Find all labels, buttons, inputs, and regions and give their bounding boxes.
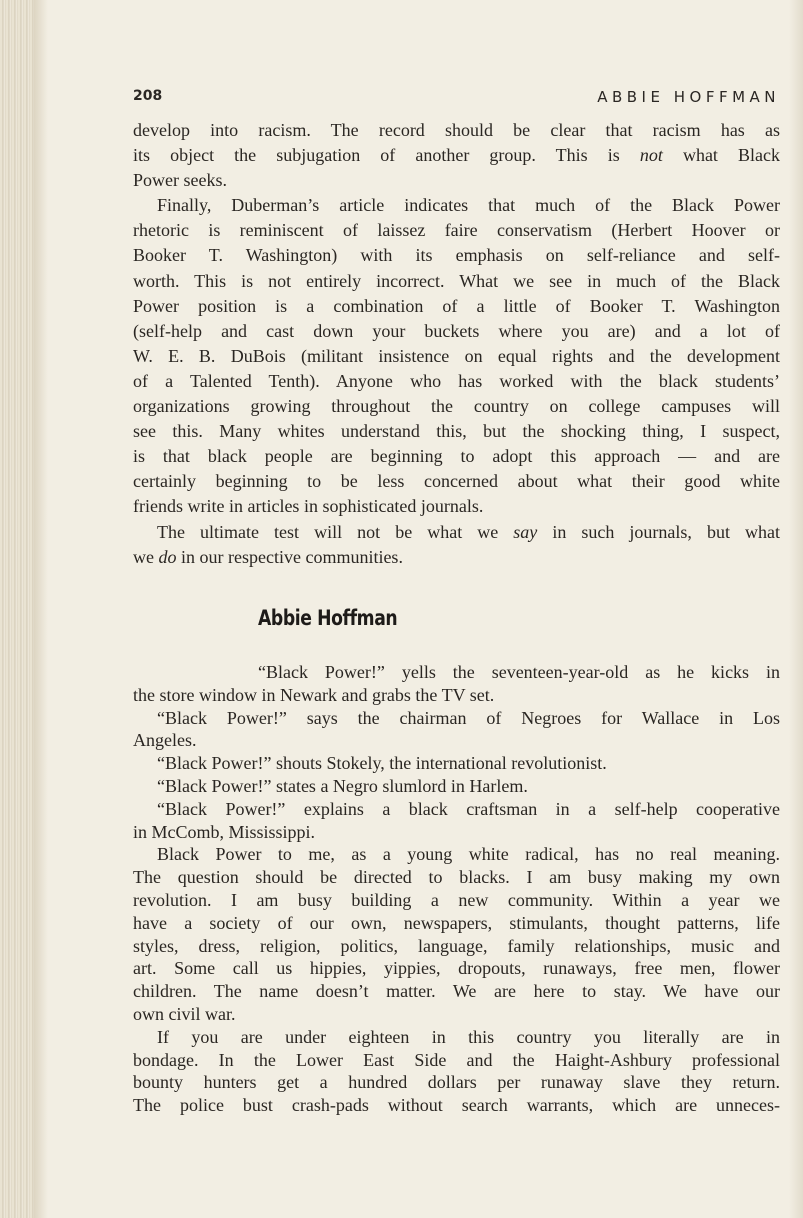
text-span: in such journals, but what	[537, 521, 780, 542]
text-line: revolution. I am busy building a new community. Within a year we	[133, 889, 780, 910]
section-heading: Abbie Hoffman	[258, 606, 398, 630]
text-line	[133, 545, 780, 570]
text-line: see this. Many whites understand this, but the shocking thing, I suspect,	[133, 421, 780, 442]
text-span: what Black	[662, 145, 780, 166]
text-line: “Black Power!” yells the seventeen-year-old as he kicks in	[258, 662, 780, 682]
text-span: its object the subjugation of another group. This is	[133, 145, 640, 166]
text-line: children. The name doesn’t matter. We are here to stay. We have our	[133, 981, 780, 1002]
text-line: is that black people are beginning to adopt this approach — and are	[133, 446, 780, 467]
text-line: “Black Power!” says the chairman of Negroes for Wallace in Los	[157, 707, 780, 728]
text-line: The question should be directed to blacks. I am busy making my own	[133, 867, 780, 888]
text-line	[133, 143, 780, 168]
text-line: The police bust crash-pads without search warrants, which are unneces-	[133, 1095, 780, 1116]
paragraph	[133, 520, 780, 570]
text-line: (self-help and cast down your buckets where you are) and a lot of	[133, 320, 780, 341]
text-line: Booker T. Washington) with its emphasis on self-reliance and self-	[133, 245, 780, 266]
text-line: If you are under eighteen in this country you literally are in	[157, 1026, 780, 1047]
body-text-section-1	[133, 118, 780, 570]
text-line: rhetoric is reminiscent of laissez faire conservatism (Herbert Hoover or	[133, 220, 780, 241]
text-line: Power position is a combination of a little of Booker T. Washington	[133, 295, 780, 316]
text-line: the store window in Newark and grabs the TV set.	[133, 684, 495, 705]
right-page-edge	[789, 0, 803, 1218]
paragraph	[133, 798, 780, 844]
paragraph	[133, 707, 780, 753]
paragraph	[133, 752, 780, 775]
paragraph	[133, 661, 780, 707]
body-text-section-2	[133, 661, 780, 1117]
text-line: develop into racism. The record should be clear that racism has as	[133, 120, 780, 140]
paragraph	[133, 843, 780, 1025]
text-span: The ultimate test will not be what we	[157, 521, 514, 542]
text-line: Finally, Duberman’s article indicates that much of the Black Power	[157, 195, 780, 216]
text-line: “Black Power!” shouts Stokely, the international revolutionist.	[157, 753, 607, 774]
page-header	[133, 88, 780, 106]
text-line: bondage. In the Lower East Side and the Haight-Ashbury professional	[133, 1049, 780, 1070]
running-head: ABBIE HOFFMAN	[597, 88, 780, 106]
text-line: own civil war.	[133, 1003, 236, 1024]
text-span: we	[133, 546, 159, 567]
gutter-shadow	[34, 0, 48, 1218]
text-line: organizations growing throughout the country on college campuses will	[133, 396, 780, 417]
paragraph	[133, 193, 780, 519]
text-line: W. E. B. DuBois (militant insistence on equal rights and the development	[133, 345, 780, 366]
italic-text: say	[513, 521, 538, 542]
text-line: have a society of our own, newspapers, stimulants, thought patterns, life	[133, 912, 780, 933]
text-line	[133, 520, 780, 545]
text-line: in McComb, Mississippi.	[133, 821, 316, 842]
text-line: worth. This is not entirely incorrect. What we see in much of the Black	[133, 270, 780, 291]
italic-text: do	[158, 546, 177, 567]
text-line: Power seeks.	[133, 170, 227, 191]
text-line: art. Some call us hippies, yippies, dropouts, runaways, free men, flower	[133, 958, 780, 979]
italic-text: not	[639, 145, 663, 166]
text-span: in our respective communities.	[176, 546, 403, 567]
paragraph	[133, 775, 780, 798]
text-line: bounty hunters get a hundred dollars per runaway slave they return.	[133, 1072, 780, 1093]
paragraph	[133, 118, 780, 193]
text-line: “Black Power!” states a Negro slumlord in Harlem.	[157, 775, 528, 796]
text-line: Black Power to me, as a young white radical, has no real meaning.	[157, 844, 780, 865]
text-line: certainly beginning to be less concerned about what their good white	[133, 471, 780, 492]
text-line: of a Talented Tenth). Anyone who has worked with the black students’	[133, 370, 780, 391]
text-line: friends write in articles in sophisticated journals.	[133, 496, 484, 517]
text-line: styles, dress, religion, politics, language, family relationships, music and	[133, 935, 780, 956]
text-line: “Black Power!” explains a black craftsman in a self-help cooperative	[157, 798, 780, 819]
page-number: 208	[133, 88, 163, 104]
text-line: Angeles.	[133, 730, 197, 751]
book-page-edges	[0, 0, 34, 1218]
paragraph	[133, 1026, 780, 1117]
